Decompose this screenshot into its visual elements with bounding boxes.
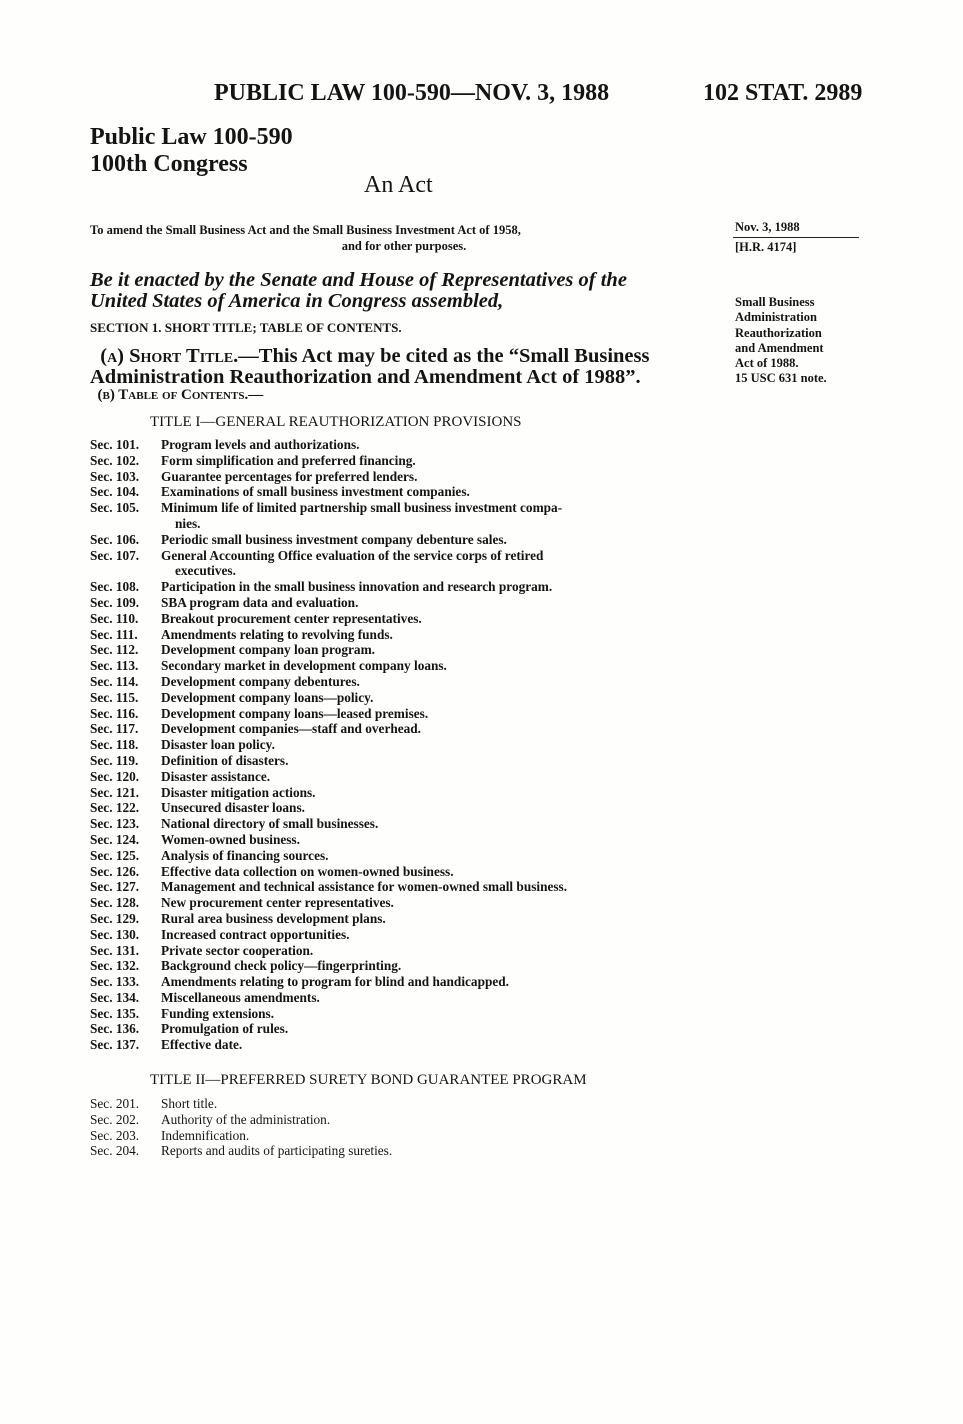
toc-section-number: Sec. 131.	[90, 942, 140, 958]
toc-section-title: Disaster loan policy.	[161, 737, 275, 753]
toc-section-number: Sec. 118.	[90, 737, 139, 753]
toc-section-number: Sec. 124.	[90, 831, 140, 847]
title-1-section-list	[90, 437, 715, 1053]
toc-entry	[90, 753, 715, 769]
toc-section-number: Sec. 106.	[90, 531, 140, 547]
toc-section-number: Sec. 130.	[90, 926, 140, 942]
toc-section-number: Sec. 108.	[90, 579, 140, 595]
toc-section-title: Miscellaneous amendments.	[161, 989, 320, 1005]
toc-entry	[90, 990, 715, 1006]
toc-section-number: Sec. 119.	[90, 752, 139, 768]
toc-entry	[90, 816, 715, 832]
toc-section-title: Unsecured disaster loans.	[161, 800, 305, 816]
toc-section-number: Sec. 103.	[90, 468, 140, 484]
toc-entry	[90, 800, 715, 816]
margin-note-line: 15 USC 631 note.	[735, 371, 827, 386]
toc-section-title: Examinations of small business investment companies.	[161, 484, 470, 500]
toc-section-title: Participation in the small business innovation and research program.	[161, 579, 553, 595]
toc-section-number: Sec. 201.	[90, 1096, 140, 1111]
toc-entry	[90, 974, 715, 990]
toc-entry	[90, 627, 715, 643]
toc-section-number: Sec. 123.	[90, 816, 140, 832]
margin-date: Nov. 3, 1988	[735, 220, 800, 234]
purpose-line-1: To amend the Small Business Act and the Small Business Investment Act of 1958,	[90, 223, 521, 237]
toc-entry	[90, 1006, 715, 1022]
toc-section-number: Sec. 121.	[90, 784, 140, 800]
toc-section-title: Development company loans—leased premises.	[161, 705, 429, 721]
congress-number: 100th Congress	[90, 151, 248, 177]
toc-section-title: Definition of disasters.	[161, 752, 289, 768]
toc-entry	[90, 469, 715, 485]
toc-label	[90, 387, 263, 404]
purpose-statement	[90, 222, 718, 254]
toc-entry	[90, 642, 715, 658]
enacting-clause	[90, 270, 627, 311]
toc-entry	[90, 769, 715, 785]
toc-entry	[90, 721, 715, 737]
toc-section-title: Reports and audits of participating sureties.	[161, 1143, 393, 1159]
running-head: PUBLIC LAW 100-590—NOV. 3, 1988	[214, 80, 610, 106]
toc-section-title: Development company loan program.	[161, 642, 375, 658]
title-2-heading: TITLE II—PREFERRED SURETY BOND GUARANTEE PROGRAM	[150, 1072, 587, 1088]
toc-entry	[90, 500, 715, 516]
toc-section-title: Increased contract opportunities.	[161, 926, 350, 942]
toc-section-title: National directory of small businesses.	[161, 816, 379, 832]
toc-section-number: Sec. 112.	[90, 642, 139, 658]
toc-entry	[90, 532, 715, 548]
toc-section-number: Sec. 133.	[90, 974, 140, 990]
toc-section-title: Effective date.	[161, 1037, 243, 1053]
toc-section-title: Disaster assistance.	[161, 768, 271, 784]
toc-entry	[90, 879, 715, 895]
toc-section-number: Sec. 204.	[90, 1143, 140, 1159]
toc-indent	[90, 563, 161, 579]
toc-indent	[90, 516, 161, 532]
toc-section-number: Sec. 105.	[90, 500, 140, 516]
toc-section-title: Background check policy—fingerprinting.	[161, 958, 402, 974]
toc-section-title: Breakout procurement center representatives.	[161, 610, 422, 626]
toc-section-title: Guarantee percentages for preferred lenders.	[161, 468, 418, 484]
toc-section-number: Sec. 135.	[90, 1005, 140, 1021]
toc-section-number: Sec. 115.	[90, 689, 139, 705]
toc-entry	[90, 1143, 715, 1159]
toc-entry	[90, 737, 715, 753]
toc-section-number: Sec. 109.	[90, 594, 140, 610]
toc-section-title: Management and technical assistance for women-owned small business.	[161, 879, 568, 895]
toc-section-title: Private sector cooperation.	[161, 942, 314, 958]
toc-section-number: Sec. 113.	[90, 658, 139, 674]
short-title-label: (a) Short Title.	[100, 345, 239, 367]
margin-bill-number: [H.R. 4174]	[735, 240, 797, 254]
toc-entry	[90, 895, 715, 911]
margin-note-line: Administration	[735, 310, 817, 325]
title-1-heading: TITLE I—GENERAL REAUTHORIZATION PROVISIONS	[150, 414, 522, 430]
toc-section-title: Development company loans—policy.	[161, 689, 374, 705]
toc-entry	[90, 785, 715, 801]
toc-entry	[90, 1021, 715, 1037]
toc-entry	[90, 958, 715, 974]
toc-section-title: Development company debentures.	[161, 673, 360, 689]
toc-section-title: Disaster mitigation actions.	[161, 784, 316, 800]
toc-entry	[90, 1037, 715, 1053]
margin-note-line: Reauthorization	[735, 325, 822, 340]
toc-section-number: Sec. 116.	[90, 705, 139, 721]
toc-section-number: Sec. 202.	[90, 1111, 140, 1127]
toc-section-title: SBA program data and evaluation.	[161, 594, 359, 610]
toc-section-number: Sec. 132.	[90, 958, 140, 974]
toc-section-number: Sec. 120.	[90, 768, 140, 784]
toc-section-title: Short title.	[161, 1096, 218, 1111]
margin-note-line: and Amendment	[735, 340, 824, 355]
toc-section-number: Sec. 127.	[90, 879, 140, 895]
toc-section-title: New procurement center representatives.	[161, 895, 394, 911]
toc-entry	[90, 595, 715, 611]
toc-section-number: Sec. 107.	[90, 547, 140, 563]
toc-section-number: Sec. 117.	[90, 721, 139, 737]
toc-entry	[90, 864, 715, 880]
toc-label-text: (b) Table of Contents.	[97, 387, 249, 403]
toc-entry	[90, 690, 715, 706]
toc-entry	[90, 437, 715, 453]
stat-page-number: 102 STAT. 2989	[703, 80, 863, 106]
toc-entry	[90, 674, 715, 690]
purpose-line-2: and for other purposes.	[341, 239, 467, 253]
toc-section-title: Effective data collection on women-owned business.	[161, 863, 454, 879]
toc-section-number: Sec. 128.	[90, 895, 140, 911]
toc-entry	[90, 848, 715, 864]
toc-entry	[90, 706, 715, 722]
toc-section-title: Rural area business development plans.	[161, 910, 386, 926]
toc-section-title: Secondary market in development company loans.	[161, 658, 447, 674]
toc-entry	[90, 484, 715, 500]
margin-divider	[733, 237, 859, 238]
toc-entry	[90, 1128, 715, 1144]
toc-entry	[90, 453, 715, 469]
margin-note-line: Small Business	[735, 295, 815, 309]
toc-section-title: Periodic small business investment company debenture sales.	[161, 531, 507, 547]
toc-section-number: Sec. 129.	[90, 910, 140, 926]
toc-section-title: Amendments relating to revolving funds.	[161, 626, 393, 642]
section-1-heading: SECTION 1. SHORT TITLE; TABLE OF CONTENTS.	[90, 320, 402, 335]
toc-section-number: Sec. 101.	[90, 437, 140, 452]
toc-section-title: Women-owned business.	[161, 831, 300, 847]
toc-section-title: Amendments relating to program for blind and handicapped.	[161, 974, 509, 990]
toc-section-title: Development companies—staff and overhead.	[161, 721, 422, 737]
toc-section-number: Sec. 111.	[90, 626, 138, 642]
toc-section-title: Analysis of financing sources.	[161, 847, 329, 863]
toc-section-title: Form simplification and preferred financing.	[161, 452, 416, 468]
toc-section-number: Sec. 110.	[90, 610, 139, 626]
toc-entry	[90, 611, 715, 627]
toc-section-number: Sec. 114.	[90, 673, 139, 689]
toc-entry	[90, 832, 715, 848]
toc-entry	[90, 658, 715, 674]
toc-entry	[90, 1096, 715, 1112]
toc-entry-continuation	[90, 516, 715, 532]
toc-section-title-continued: executives.	[175, 563, 236, 579]
toc-section-title: Authority of the administration.	[161, 1111, 331, 1127]
toc-section-number: Sec. 134.	[90, 989, 140, 1005]
toc-entry	[90, 579, 715, 595]
title-2-section-list	[90, 1096, 715, 1159]
act-title: An Act	[364, 172, 433, 198]
toc-entry	[90, 548, 715, 564]
enacting-clause-line: United States of America in Congress assembled,	[90, 289, 504, 312]
margin-note-line: Act of 1988.	[735, 356, 799, 371]
toc-section-number: Sec. 126.	[90, 863, 140, 879]
toc-section-title: General Accounting Office evaluation of the service corps of retired	[161, 547, 544, 563]
toc-entry	[90, 943, 715, 959]
toc-section-number: Sec. 203.	[90, 1127, 140, 1143]
toc-entry-continuation	[90, 563, 715, 579]
toc-section-number: Sec. 104.	[90, 484, 140, 500]
toc-section-number: Sec. 137.	[90, 1037, 140, 1053]
toc-section-title: Minimum life of limited partnership small business investment compa-	[161, 500, 563, 516]
toc-entry	[90, 1112, 715, 1128]
toc-section-title: Funding extensions.	[161, 1005, 275, 1021]
toc-section-title-continued: nies.	[175, 515, 201, 531]
short-title-text-continued: Administration Reauthorization and Amendment Act of 1988”.	[90, 366, 641, 388]
toc-entry	[90, 927, 715, 943]
short-title-text: —This Act may be cited as the “Small Business	[238, 345, 650, 367]
margin-note	[735, 295, 827, 387]
public-law-number: Public Law 100-590	[90, 124, 293, 150]
toc-section-number: Sec. 125.	[90, 847, 140, 863]
toc-section-title: Indemnification.	[161, 1127, 250, 1143]
toc-section-title: Promulgation of rules.	[161, 1021, 289, 1037]
short-title-paragraph	[90, 346, 649, 388]
toc-section-number: Sec. 136.	[90, 1021, 140, 1037]
toc-section-number: Sec. 102.	[90, 452, 140, 468]
toc-section-title: Program levels and authorizations.	[161, 437, 360, 452]
toc-label-dash: —	[248, 387, 264, 403]
toc-entry	[90, 911, 715, 927]
toc-section-number: Sec. 122.	[90, 800, 140, 816]
enacting-clause-line: Be it enacted by the Senate and House of Representatives of the	[90, 269, 627, 291]
